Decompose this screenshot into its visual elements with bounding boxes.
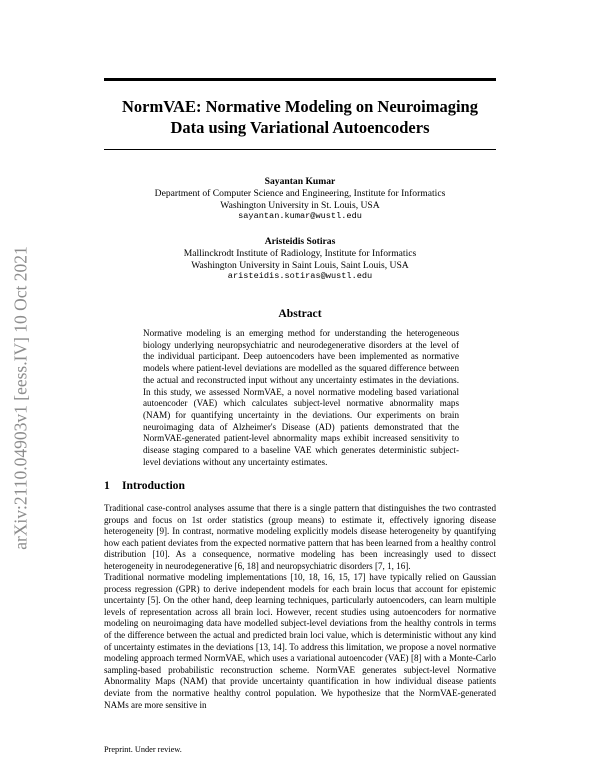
intro-paragraph: Traditional case-control analyses assume that there is a single pattern that distinguishes the two contrasted groups and focus on 1st order statistics (group means) to estimate it, effectively ignoring disease heterogeneity [9]. In contrast, normative modeling explicitly models disease heterogeneity by quantifying how each patient deviates from the expected normative pattern that has been learned from a healthy control distribution [10]. As a consequence, normative modeling has been increasingly used to dissect heterogeneity in neurodegenerative [6, 18] and neuropsychiatric disorders [7, 1, 16]. [104, 503, 496, 571]
section-number: 1 [104, 479, 110, 492]
author-affiliation: Washington University in St. Louis, USA [220, 199, 380, 211]
abstract-text: Normative modeling is an emerging method for understanding the heterogeneous biology underlying neuropsychiatric and neurodegenerative disorders at the level of the individual participant. Deep autoencoders have been implemented as normative models where patient-level deviations are modelled as the squared difference between the actual and reconstructed input without any uncertainty estimates in the deviations. In this study, we assessed NormVAE, a novel normative modeling based variational autoencoder (VAE) which calculates subject-level normative abnormality maps (NAM) for quantifying uncertainty in the deviations. Our experiments on brain neuroimaging data of Alzheimer's Disease (AD) patients demonstrated that the NormVAE-generated patient-level abnormality maps exhibit increased sensitivity to disease staging compared to a baseline VAE which generates deterministic subject-level deviations without any uncertainty estimates. [143, 328, 459, 467]
author-email: sayantan.kumar@wustl.edu [238, 211, 362, 222]
author-affiliation: Washington University in Saint Louis, Saint Louis, USA [191, 259, 409, 271]
author-block-sotiras [104, 236, 496, 283]
paper-title [104, 96, 496, 138]
section-title: Introduction [122, 479, 185, 492]
author-block-kumar [104, 176, 496, 223]
author-name: Sayantan Kumar [264, 176, 336, 187]
title-bottom-rule [104, 149, 496, 150]
paper-title-line1: NormVAE: Normative Modeling on Neuroimaging [122, 97, 478, 116]
intro-paragraph: Traditional normative modeling implementations [10, 18, 16, 15, 17] have typically relied on Gaussian process regression (GPR) to derive independent models for each brain locus that account for epistemic uncertainty [5]. On the other hand, deep learning techniques, particularly autoencoders, can learn multiple levels of representation across all brain loci. However, recent studies using autoencoders for normative modeling on neuroimaging data have modelled subject-level deviations from the healthy controls in terms of the difference between the actual and predicted brain loci value, which is deterministic without any kind of uncertainty estimates in the deviations [13, 14]. To address this limitation, we propose a novel normative modeling approach termed NormVAE, which uses a variational autoencoder (VAE) [8] with a Monte-Carlo sampling-based probabilistic reconstruction scheme. NormVAE generates subject-level Normative Abnormality Maps (NAM) that provide uncertainty quantification in how individual disease patients deviate from the normative healthy control population. We hypothesize that the NormVAE-generated NAMs are more sensitive in [104, 572, 496, 710]
arxiv-identifier-text: arXiv:2110.04903v1 [eess.IV] 10 Oct 2021 [10, 246, 31, 550]
abstract-heading: Abstract [278, 307, 322, 320]
preprint-footer: Preprint. Under review. [104, 745, 182, 754]
section-heading [104, 479, 185, 493]
author-affiliation: Department of Computer Science and Engineering, Institute for Informatics [154, 187, 446, 199]
author-email: aristeidis.sotiras@wustl.edu [227, 271, 373, 282]
author-affiliation: Mallinckrodt Institute of Radiology, Institute for Informatics [183, 247, 417, 259]
author-name: Aristeidis Sotiras [264, 236, 336, 247]
title-top-rule [104, 78, 496, 81]
paper-title-line2: Data using Variational Autoencoders [170, 118, 430, 137]
